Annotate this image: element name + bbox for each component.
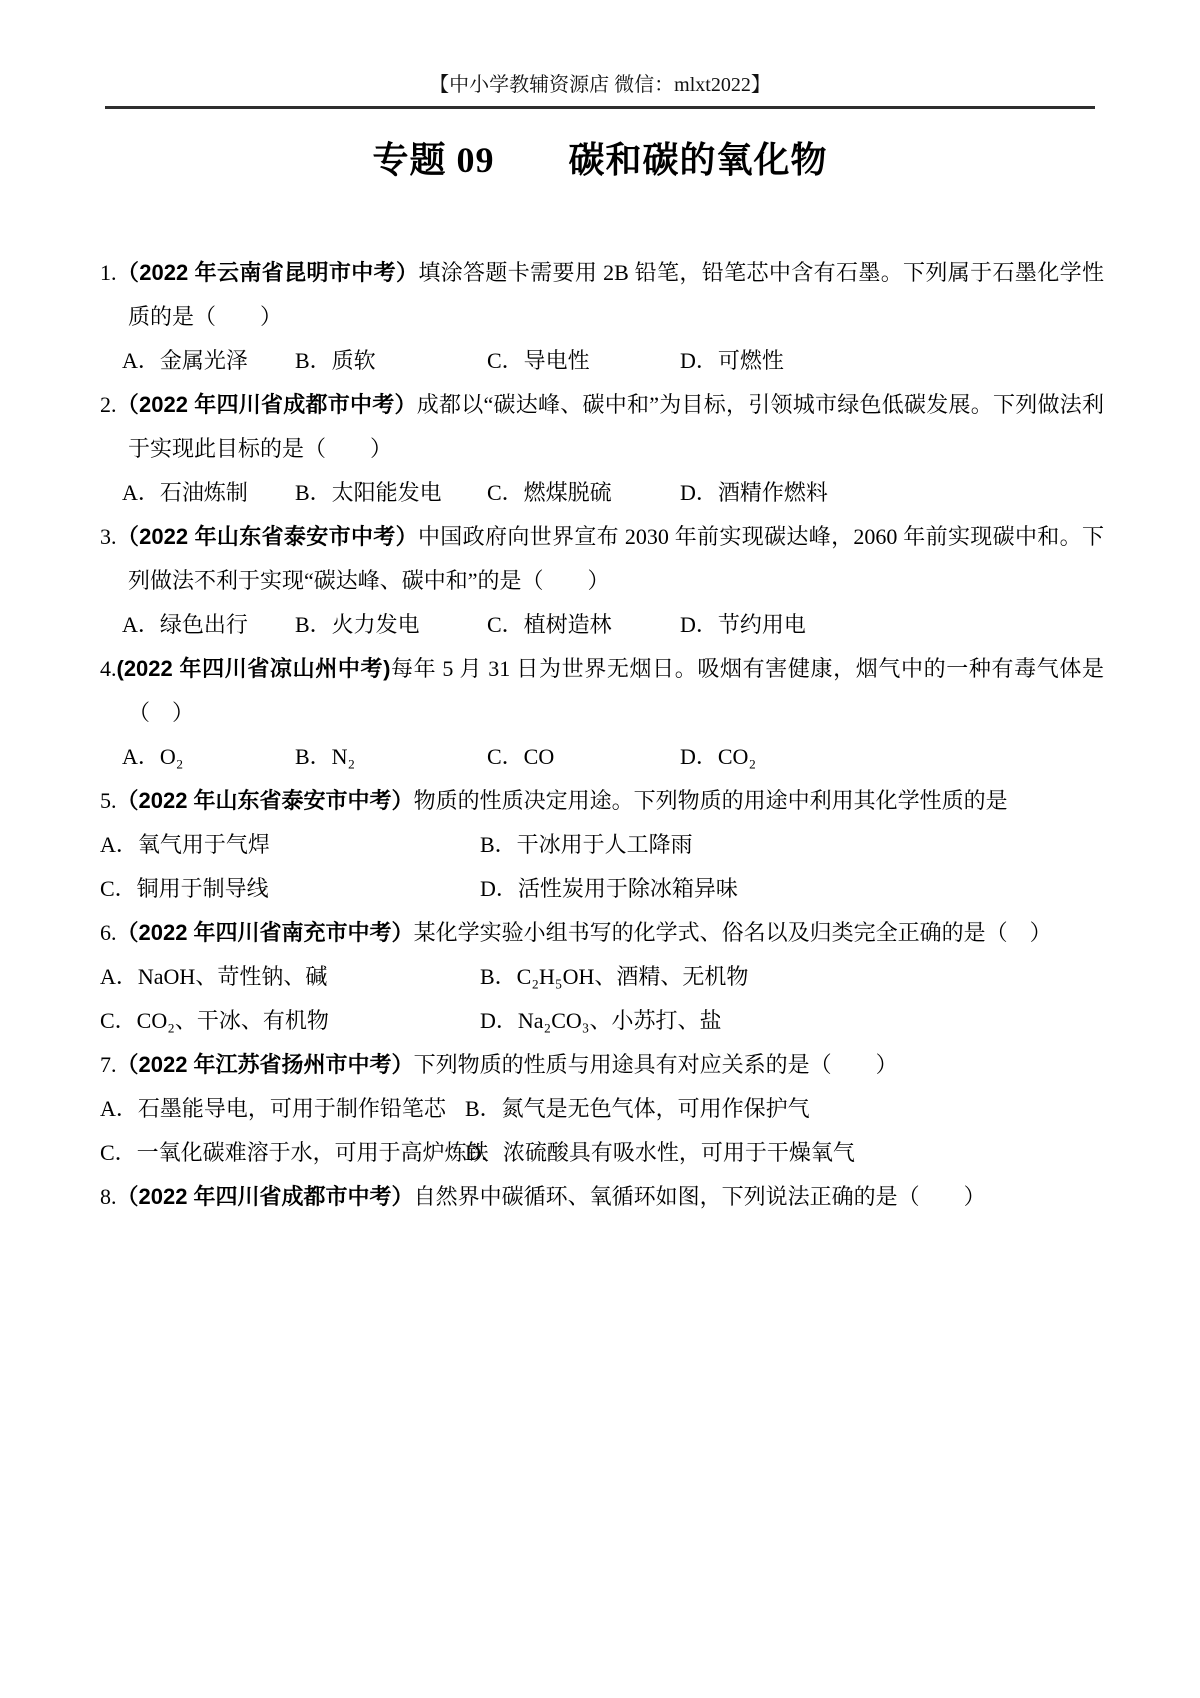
option-c: C．CO₂、干冰、有机物 (100, 1008, 329, 1033)
question-stem: 填涂答题卡需要用 2B 铅笔，铅笔芯中含有石墨。下列属于石墨化学性质的是（ ） (128, 260, 1104, 329)
question-source: （2022 年四川省成都市中考） (116, 1184, 414, 1209)
question-7-options (100, 1087, 1104, 1175)
option-c: C．铜用于制导线 (100, 876, 269, 901)
option-b: B．C₂H₅OH、酒精、无机物 (480, 964, 749, 989)
question-stem: 某化学实验小组书写的化学式、俗名以及归类完全正确的是（ ） (413, 920, 1052, 945)
option-d: D．浓硫酸具有吸水性，可用于干燥氧气 (465, 1140, 855, 1165)
question-source: （2022 年云南省昆明市中考） (116, 260, 419, 285)
question-2-text (100, 383, 1104, 471)
question-8-text (100, 1175, 1104, 1219)
question-list (0, 251, 1200, 1219)
question-6-text (100, 911, 1104, 955)
option-a: A．石墨能导电，可用于制作铅笔芯 (100, 1096, 446, 1121)
option-d: D．节约用电 (680, 612, 806, 637)
option-c: C．CO (487, 744, 555, 769)
option-row (100, 823, 1104, 867)
question-6-options (100, 955, 1104, 1043)
option-b: B．N₂ (295, 744, 356, 769)
question-stem: 物质的性质决定用途。下列物质的用途中利用其化学性质的是 (413, 788, 1008, 813)
question-3 (100, 515, 1104, 647)
question-2 (100, 383, 1104, 515)
question-4 (100, 647, 1104, 779)
option-row (100, 1131, 1104, 1175)
question-4-options (100, 735, 1104, 779)
question-1 (100, 251, 1104, 383)
option-b: B．氮气是无色气体，可用作保护气 (465, 1096, 810, 1121)
option-a: A．氧气用于气焊 (100, 832, 270, 857)
question-7-text (100, 1043, 1104, 1087)
question-stem: 下列物质的性质与用途具有对应关系的是（ ） (413, 1052, 898, 1077)
header-divider (105, 106, 1095, 109)
question-number: 5. (100, 788, 117, 813)
option-a: A．绿色出行 (122, 612, 248, 637)
option-a: A．金属光泽 (122, 348, 248, 373)
question-source: （2022 年山东省泰安市中考） (116, 524, 418, 549)
question-3-text (100, 515, 1104, 603)
question-5-text (100, 779, 1104, 823)
question-source: （2022 年江苏省扬州市中考） (116, 1052, 414, 1077)
option-c: C．导电性 (487, 348, 590, 373)
question-stem: 中国政府向世界宣布 2030 年前实现碳达峰，2060 年前实现碳中和。下列做法不利于实现“碳达峰、碳中和”的是（ ） (128, 524, 1104, 593)
question-6 (100, 911, 1104, 1043)
question-7 (100, 1043, 1104, 1175)
question-8 (100, 1175, 1104, 1219)
option-c: C．一氧化碳难溶于水，可用于高炉炼铁 (100, 1140, 489, 1165)
option-d: D．活性炭用于除冰箱异味 (480, 876, 738, 901)
question-3-options (100, 603, 1104, 647)
question-number: 1. (100, 260, 117, 285)
option-b: B．质软 (295, 348, 376, 373)
question-source: （2022 年四川省南充市中考） (116, 920, 414, 945)
question-number: 7. (100, 1052, 117, 1077)
question-1-options (100, 339, 1104, 383)
option-d: D．CO₂ (680, 744, 757, 769)
question-stem: 自然界中碳循环、氧循环如图，下列说法正确的是（ ） (413, 1184, 986, 1209)
option-d: D．Na₂CO₃、小苏打、盐 (480, 1008, 722, 1033)
question-4-text (100, 647, 1104, 735)
option-c: C．植树造林 (487, 612, 612, 637)
header-store-info: 【中小学教辅资源店 微信：mlxt2022】 (429, 74, 771, 96)
page-header (0, 0, 1200, 109)
option-d: D．可燃性 (680, 348, 784, 373)
option-row (100, 955, 1104, 999)
question-number: 4. (100, 656, 117, 681)
question-stem: 成都以“碳达峰、碳中和”为目标，引领城市绿色低碳发展。下列做法利于实现此目标的是（ ） (128, 392, 1104, 461)
option-d: D．酒精作燃料 (680, 480, 828, 505)
option-c: C．燃煤脱硫 (487, 480, 612, 505)
question-source: （2022 年山东省泰安市中考） (116, 788, 414, 813)
option-row (100, 1087, 1104, 1131)
question-number: 8. (100, 1184, 117, 1209)
question-1-text (100, 251, 1104, 339)
question-number: 6. (100, 920, 117, 945)
question-5-options (100, 823, 1104, 911)
page-title: 专题 09 碳和碳的氧化物 (372, 140, 828, 180)
option-b: B．太阳能发电 (295, 480, 442, 505)
question-2-options (100, 471, 1104, 515)
option-a: A．NaOH、苛性钠、碱 (100, 964, 328, 989)
option-b: B．火力发电 (295, 612, 420, 637)
option-a: A．O₂ (122, 744, 184, 769)
option-row (100, 867, 1104, 911)
option-b: B．干冰用于人工降雨 (480, 832, 693, 857)
question-source: (2022 年四川省凉山州中考) (116, 656, 391, 681)
question-source: （2022 年四川省成都市中考） (116, 392, 417, 417)
question-5 (100, 779, 1104, 911)
question-number: 2. (100, 392, 117, 417)
option-a: A．石油炼制 (122, 480, 248, 505)
option-row (100, 999, 1104, 1043)
question-number: 3. (100, 524, 117, 549)
question-stem: 每年 5 月 31 日为世界无烟日。吸烟有害健康，烟气中的一种有毒气体是（ ） (128, 656, 1104, 725)
